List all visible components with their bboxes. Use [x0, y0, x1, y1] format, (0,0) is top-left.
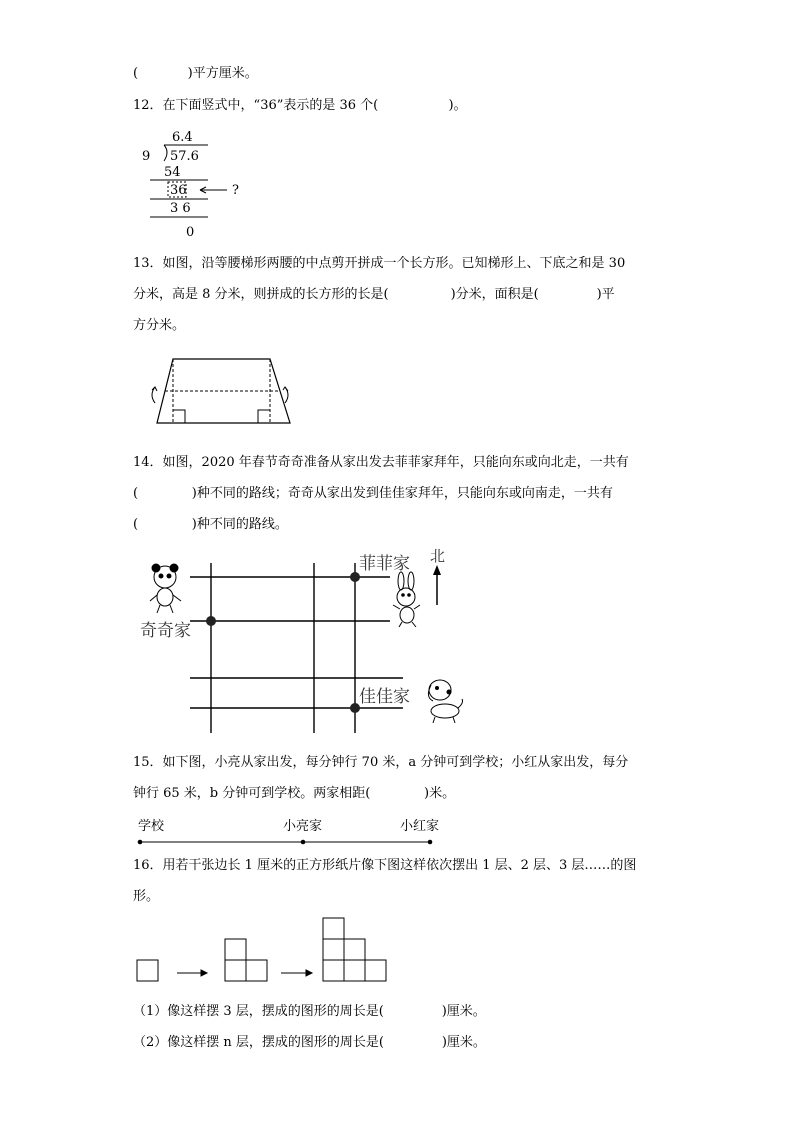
question-12-text: 12．在下面竖式中，“36”表示的是 36 个( )。: [133, 98, 467, 113]
xiaohong-home-label: 小红家: [400, 819, 440, 834]
qiqi-home-point: [206, 616, 216, 626]
rabbit-icon: [393, 572, 420, 627]
school-label: 学校: [138, 819, 165, 834]
question-14-line3: ( )种不同的路线。: [133, 517, 288, 532]
question-15-line2: 钟行 65 米，b 分钟可到学校。两家相距( )米。: [133, 786, 456, 801]
division-divisor: 9: [142, 149, 151, 164]
division-step2: 36: [170, 183, 187, 198]
division-question-mark: ?: [232, 183, 239, 198]
question-14-line1: 14．如图，2020 年春节奇奇准备从家出发去菲菲家拜年，只能向东或向北走，一共有: [133, 455, 629, 470]
route-map-diagram: [135, 545, 475, 735]
question-15-line1: 15．如下图，小亮从家出发，每分钟行 70 米，a 分钟可到学校；小红从家出发，每分: [133, 755, 629, 770]
division-dividend: 57.6: [170, 149, 199, 164]
fill-blank-line: ( )平方厘米。: [133, 66, 258, 81]
xiaoliang-home-label: 小亮家: [283, 819, 323, 834]
square-pattern-diagram: [135, 915, 395, 990]
panda-icon: [150, 564, 181, 613]
question-14-line2: ( )种不同的路线；奇奇从家出发到佳佳家拜年，只能向东或向南走，一共有: [133, 486, 613, 501]
division-remainder: 0: [186, 225, 195, 240]
feifei-home-label: 菲菲家: [359, 554, 410, 574]
north-label: 北: [430, 547, 446, 565]
division-quotient: 6.4: [172, 130, 193, 145]
question-16-line1: 16．用若干张边长 1 厘米的正方形纸片像下图这样依次摆出 1 层、2 层、3 层……的图: [133, 858, 637, 873]
division-step3: 3 6: [170, 201, 191, 216]
jiajia-home-label: 佳佳家: [359, 687, 410, 707]
question-16-sub1: （1）像这样摆 3 层，摆成的图形的周长是( )厘米。: [133, 1004, 486, 1019]
long-division-diagram: [130, 125, 270, 245]
division-step1: 54: [164, 165, 181, 180]
number-line-diagram: [135, 815, 465, 850]
qiqi-home-label: 奇奇家: [140, 621, 191, 641]
dog-icon: [428, 680, 462, 723]
question-13-line3: 方分米。: [133, 318, 186, 333]
question-16-line2: 形。: [133, 889, 160, 904]
question-13-line2: 分米，高是 8 分米，则拼成的长方形的长是( )分米，面积是( )平: [133, 287, 615, 302]
question-13-line1: 13．如图，沿等腰梯形两腰的中点剪开拼成一个长方形。已知梯形上、下底之和是 30: [133, 256, 626, 271]
question-16-sub2: （2）像这样摆 n 层，摆成的图形的周长是( )厘米。: [133, 1035, 486, 1050]
trapezoid-diagram: [145, 355, 305, 430]
